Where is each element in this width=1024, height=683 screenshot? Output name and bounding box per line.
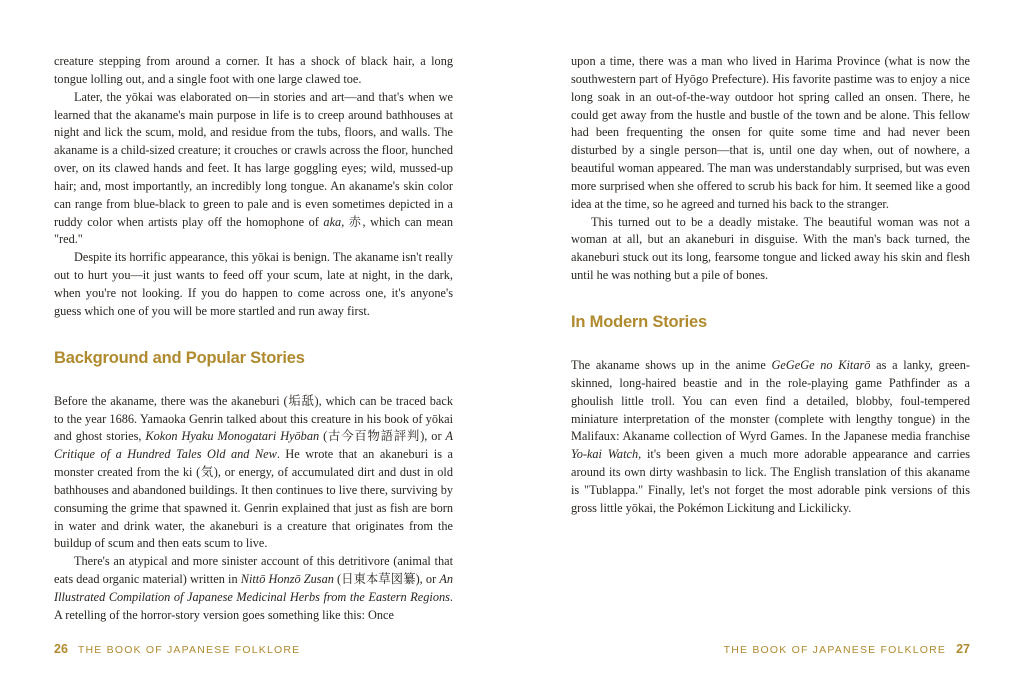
paragraph-text: Before the akaname, there was the akaneburi (垢舐), which can be traced back to the year 1686. Yamaoka Genrin talked about this creature in his book of yōkai and ghost stories, bbox=[54, 393, 453, 444]
left-text-column bbox=[54, 53, 453, 625]
page-number: 26 bbox=[54, 642, 68, 656]
paragraph bbox=[571, 357, 970, 518]
italic-title: GeGeGe no Kitarō bbox=[771, 357, 871, 372]
italic-title: Kokon Hyaku Monogatari Hyōban bbox=[145, 429, 320, 444]
running-title: THE BOOK OF JAPANESE FOLKLORE bbox=[77, 644, 301, 656]
paragraph-text: , 赤, which can mean "red." bbox=[54, 214, 453, 247]
italic-title: A Critique of a Hundred Tales Old and New bbox=[54, 429, 454, 462]
section-heading: Background and Popular Stories bbox=[54, 348, 305, 367]
paragraph-text: Later, the yōkai was elaborated on—in stories and art—and that's when we learned that the akaname's main purpose in life is to creep around bathhouses at night and lick the scum, mold, and residue from the tubs, floors, and walls. The akaname is a child-sized creature; it crouches or crawls across the floor, hunched over, on its clawed hands and feet. It has large goggling eyes; wild, mussed-up hair; and, most importantly, an incredibly long tongue. An akaname's skin color can range from blue-black to green to pale and is even sometimes depicted in a ruddy color when artists play off the homophone of bbox=[54, 89, 453, 229]
italic-term: aka bbox=[323, 214, 342, 229]
paragraph-text: as a lanky, green-skinned, long-haired beastie and in the role-playing game Pathfinder as a ghoulish little troll. You can even find a detailed, blobby, foul-tempered miniature interpretation of the monster (complete with lengthy tongue) in the Malifaux: Akaname collection of Wyrd Games. In the Japanese media franchise bbox=[571, 357, 971, 444]
paragraph-text: There's an atypical and more sinister account of this detritivore (animal that eats dead organic material) written in bbox=[54, 554, 453, 587]
section-heading: In Modern Stories bbox=[571, 312, 707, 331]
page-footer bbox=[54, 642, 300, 656]
italic-title: An Illustrated Compilation of Japanese Medicinal Herbs from the Eastern Regions bbox=[54, 572, 454, 604]
paragraph: This turned out to be a deadly mistake. The beautiful woman was not a woman at all, but an akaneburi in disguise. With the man's back turned, the akaneburi stuck out its long, fearsome tongue and licked away his skin and flesh until he was nothing but a pile of bones. bbox=[571, 214, 970, 283]
paragraph: upon a time, there was a man who lived in Harima Province (what is now the southwestern part of Hyōgo Prefecture). His favorite pastime was to enjoy a nice long soak in an out-of-the-way outdoor hot spring called an onsen. There, he could get away from the hustle and bustle of the town and be alone. This fellow had been frequenting the onsen for quite some time and had never been disturbed by a single person—that is, until one day when, out of nowhere, a beautiful woman appeared. The man was understandably surprised, but was even more surprised when she offered to scrub his back for him. It seemed like a good idea at the time, so he agreed and turned his back to the stranger. bbox=[571, 54, 970, 211]
paragraph: Despite its horrific appearance, this yōkai is benign. The akaname isn't really out to hurt you—it just wants to feed off your scum, late at night, in the dark, when you're not looking. If you do happen to come across one, it's anyone's guess which one of you will be more startled and run away first. bbox=[54, 250, 453, 318]
paragraph-text: (古今百物語評判), or bbox=[319, 429, 446, 444]
paragraph-text: (日東本草図纂), or bbox=[333, 572, 440, 587]
paragraph bbox=[54, 553, 453, 624]
running-title: THE BOOK OF JAPANESE FOLKLORE bbox=[723, 644, 947, 656]
right-page bbox=[512, 0, 1024, 683]
italic-title: Yo-kai Watch bbox=[571, 447, 639, 462]
paragraph-text: . He wrote that an akaneburi is a monster created from the ki (気), or energy, of accumulated dirt and dust in old bathhouses and abandoned buildings. It then continues to live there, surviving by consuming the grime that spawned it. Genrin explained that just as fish are born in water and drink water, the akaneburi is a creature that originates from the buildup of scum and then eats scum to live. bbox=[54, 447, 453, 551]
page-number: 27 bbox=[956, 642, 970, 656]
paragraph bbox=[54, 89, 453, 250]
paragraph: creature stepping from around a corner. It has a shock of black hair, a long tongue lolling out, and a single foot with one large clawed toe. bbox=[54, 54, 453, 86]
paragraph-text: . A retelling of the horror-story version goes something like this: Once bbox=[54, 589, 453, 622]
right-text-column bbox=[571, 53, 970, 518]
paragraph-text: , it's been given a much more adorable appearance and carries around its own dirty washbasin to lick. The English translation of this akaname is "Tublappa." Finally, let's not forget the most adorable pink versions of this gross little yōkai, the Pokémon Lickitung and Lickilicky. bbox=[571, 447, 970, 515]
italic-title: Nittō Honzō Zusan bbox=[240, 572, 334, 587]
paragraph bbox=[54, 393, 453, 554]
paragraph-text: The akaname shows up in the anime bbox=[571, 357, 772, 372]
page-footer bbox=[724, 642, 970, 656]
